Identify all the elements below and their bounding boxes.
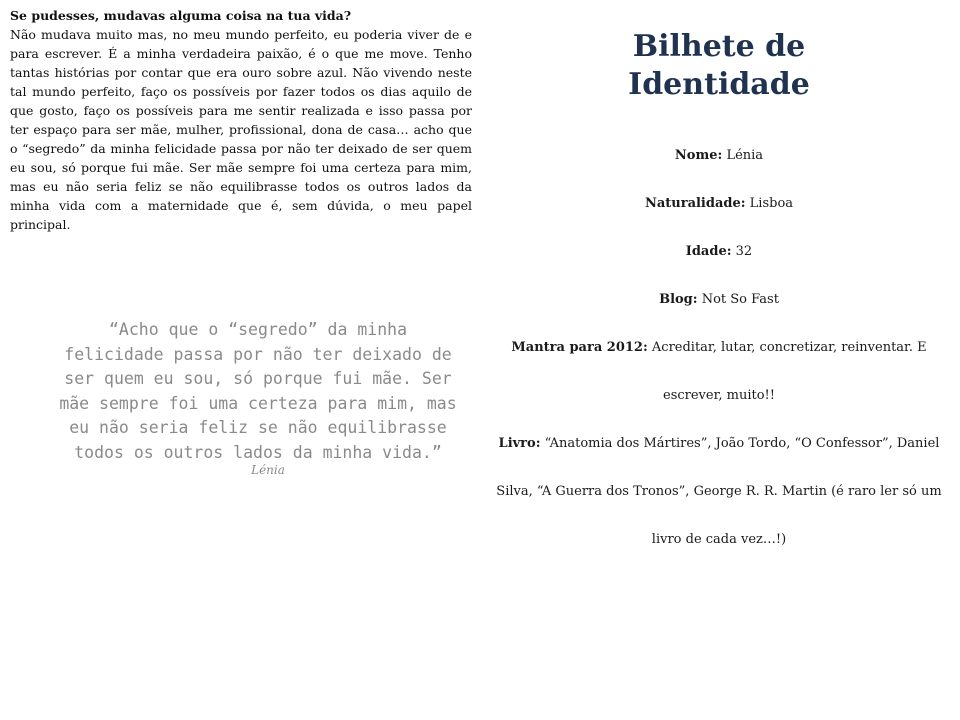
id-card-fields — [482, 132, 956, 564]
id-card — [482, 28, 956, 564]
field-blog-value: Not So Fast — [697, 292, 779, 307]
field-age-label: Idade: — [685, 244, 732, 259]
field-mantra-value: Acreditar, lutar, concretizar, reinventar. E escrever, muito!! — [647, 340, 927, 403]
pull-quote — [58, 318, 458, 477]
field-birthplace — [482, 180, 956, 228]
field-name-label: Nome: — [674, 148, 723, 163]
field-book-label: Livro: — [498, 436, 541, 451]
pull-quote-text: “Acho que o “segredo” da minha felicidade passa por não ter deixado de ser quem eu sou, só porque fui mãe. Ser mãe sempre foi uma certeza para mim, mas eu não seria feliz se não equilibrasse todos os outros lados da minha vida.” — [59, 320, 457, 462]
field-book — [482, 420, 956, 564]
field-blog — [482, 276, 956, 324]
field-birthplace-value: Lisboa — [745, 196, 794, 211]
field-name-value: Lénia — [722, 148, 764, 163]
id-card-title: Bilhete de Identidade — [628, 29, 810, 102]
field-age-value: 32 — [731, 244, 753, 259]
pull-quote-signature: Lénia — [251, 463, 285, 477]
field-name — [482, 132, 956, 180]
field-book-value: “Anatomia dos Mártires”, João Tordo, “O Confessor”, Daniel Silva, “A Guerra dos Tronos”, George R. R. Martin (é raro ler só um livro de cada vez…!) — [496, 436, 942, 547]
field-birthplace-label: Naturalidade: — [644, 196, 746, 211]
field-mantra — [482, 324, 956, 420]
interview-question: Se pudesses, mudavas alguma coisa na tua vida? — [10, 8, 352, 23]
interview-column — [10, 6, 472, 234]
field-blog-label: Blog: — [659, 292, 698, 307]
interview-answer: Não mudava muito mas, no meu mundo perfeito, eu poderia viver de e para escrever. É a minha verdadeira paixão, é o que me move. Tenho tantas histórias por contar que era ouro sobre azul. Não vivendo neste tal mundo perfeito, faço os possíveis por fazer todos os dias aquilo de que gosto, faço os possíveis para me sentir realizada e isso passa por ter espaço para ser mãe, mulher, profissional, dona de casa… acho que o “segredo” da minha felicidade passa por não ter deixado de ser quem eu sou, só porque fui mãe. Ser mãe sempre foi uma certeza para mim, mas eu não seria feliz se não equilibrasse todos os outros lados da minha vida com a maternidade que é, sem dúvida, o meu papel principal. — [10, 27, 472, 232]
field-age — [482, 228, 956, 276]
field-mantra-label: Mantra para 2012: — [511, 340, 648, 355]
